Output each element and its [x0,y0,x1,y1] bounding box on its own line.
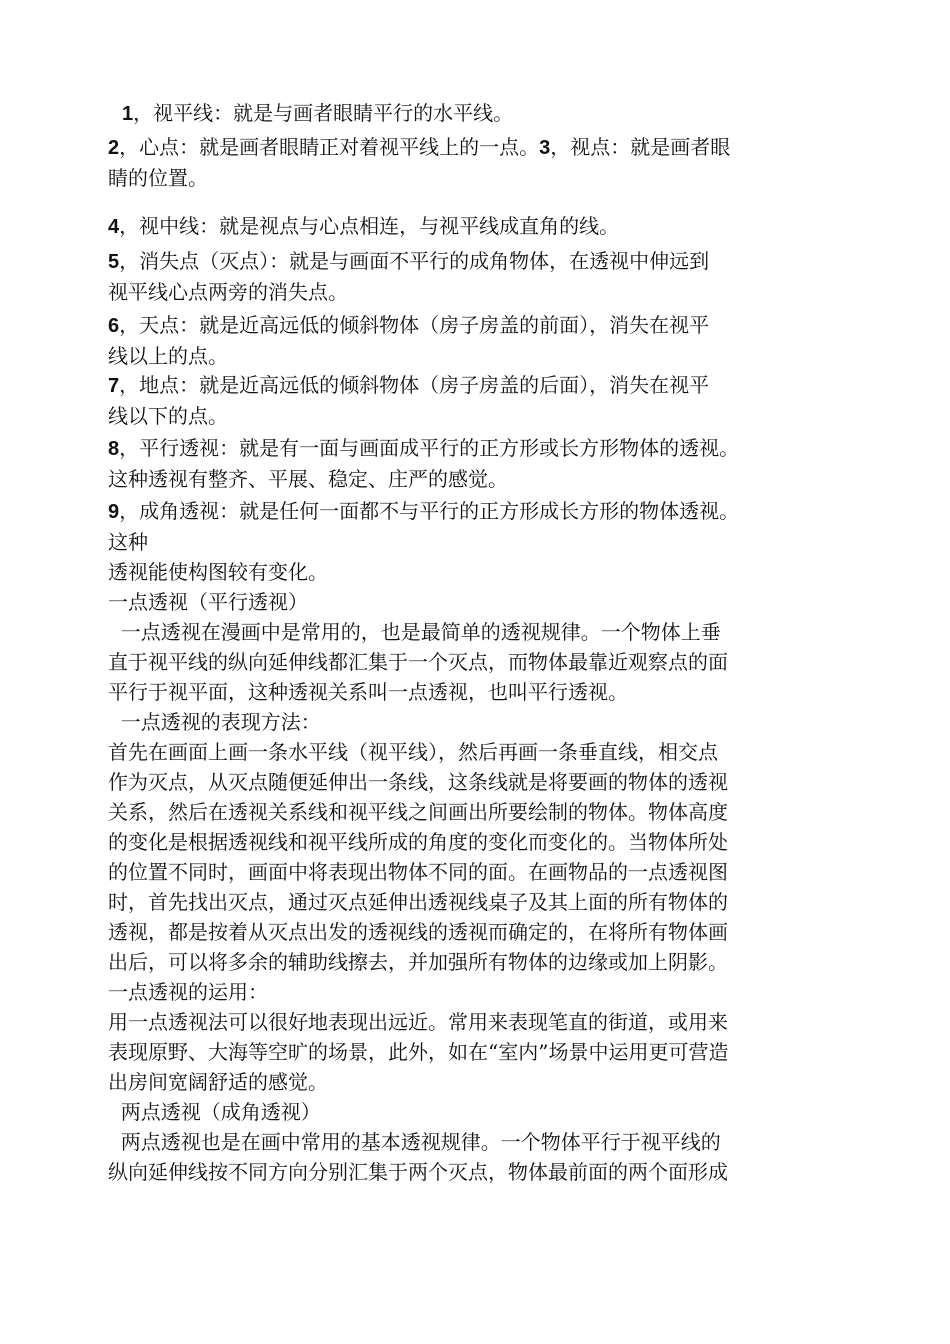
text-line: 这种 [108,530,148,554]
item-number: 3 [539,137,551,159]
text-line [108,98,848,129]
text-line: 一点透视在漫画中是常用的，也是最简单的透视规律。一个物体上垂 [108,620,721,644]
text-line [108,433,848,464]
text-line: 直于视平线的纵向延伸线都汇集于一个灭点，而物体最靠近观察点的面 [108,650,728,674]
line-text: ，消失点（灭点）：就是与画面不平行的成角物体，在透视中伸远到 [119,249,710,273]
text-line: 关系，然后在透视关系线和视平线之间画出所要绘制的物体。物体高度 [108,800,728,824]
text-line: 视平线心点两旁的消失点。 [108,280,348,304]
section-heading: 一点透视（平行透视） [108,590,308,614]
item-number: 4 [108,216,120,238]
section-heading: 一点透视的运用： [108,980,268,1004]
text-line: 线以上的点。 [108,344,228,368]
text-line: 出后，可以将多余的辅助线擦去，并加强所有物体的边缘或加上阴影。 [108,950,728,974]
item-number: 6 [108,315,120,337]
item-number: 7 [108,375,120,397]
text-line: 线以下的点。 [108,404,228,428]
definition-9-and-body [108,496,848,1187]
text-line: 睛的位置。 [108,166,208,190]
text-line: 两点透视也是在画中常用的基本透视规律。一个物体平行于视平线的 [108,1130,721,1154]
definition-6 [108,310,848,371]
text-line: 平行于视平面，这种透视关系叫一点透视，也叫平行透视。 [108,680,628,704]
item-number: 2 [108,137,120,159]
definition-8 [108,433,848,494]
line-text: ，视平线：就是与画者眼睛平行的水平线。 [133,101,514,125]
text-line [108,132,848,163]
definition-2-3 [108,132,848,193]
line-text: ，视点：就是画者眼 [550,135,731,159]
text-line: 用一点透视法可以很好地表现出远近。常用来表现笔直的街道，或用来 [108,1010,728,1034]
text-line [108,211,848,242]
line-text: ，视中线：就是视点与心点相连，与视平线成直角的线。 [119,214,620,238]
text-line: 的位置不同时，画面中将表现出物体不同的面。在画物品的一点透视图 [108,860,728,884]
definition-7 [108,370,848,431]
item-number: 9 [108,501,120,523]
line-text: ，平行透视：就是有一面与画面成平行的正方形或长方形物体的透视。 [119,436,740,460]
text-line [108,496,848,527]
text-line: 作为灭点，从灭点随便延伸出一条线，这条线就是将要画的物体的透视 [108,770,728,794]
text-line: 的变化是根据透视线和视平线所成的角度的变化而变化的。当物体所处 [108,830,728,854]
item-number: 1 [122,103,134,125]
text-line: 表现原野、大海等空旷的场景，此外，如在“室内”场景中运用更可营造 [108,1040,729,1064]
text-line: 纵向延伸线按不同方向分别汇集于两个灭点，物体最前面的两个面形成 [108,1160,728,1184]
definition-4 [108,211,848,242]
section-heading: 两点透视（成角透视） [108,1100,321,1124]
line-text: ，天点：就是近高远低的倾斜物体（房子房盖的前面），消失在视平 [119,313,710,337]
item-number: 5 [108,251,120,273]
line-text: ，成角透视：就是任何一面都不与平行的正方形成长方形的物体透视。 [119,499,740,523]
line-text: ，心点：就是画者眼睛正对着视平线上的一点。 [119,135,540,159]
text-line: 时，首先找出灭点，通过灭点延伸出透视线桌子及其上面的所有物体的 [108,890,728,914]
text-line [108,310,848,341]
line-text: ，地点：就是近高远低的倾斜物体（房子房盖的后面），消失在视平 [119,373,710,397]
text-line: 透视，都是按着从灭点出发的透视线的透视而确定的，在将所有物体画 [108,920,728,944]
text-line: 首先在画面上画一条水平线（视平线），然后再画一条垂直线，相交点 [108,740,718,764]
item-number: 8 [108,438,120,460]
text-line: 这种透视有整齐、平展、稳定、庄严的感觉。 [108,467,508,491]
section-heading: 一点透视的表现方法： [108,710,321,734]
text-line: 出房间宽阔舒适的感觉。 [108,1070,328,1094]
definition-5 [108,246,848,307]
definition-1 [108,98,848,129]
text-line [108,246,848,277]
text-line: 透视能使构图较有变化。 [108,560,328,584]
text-line [108,370,848,401]
